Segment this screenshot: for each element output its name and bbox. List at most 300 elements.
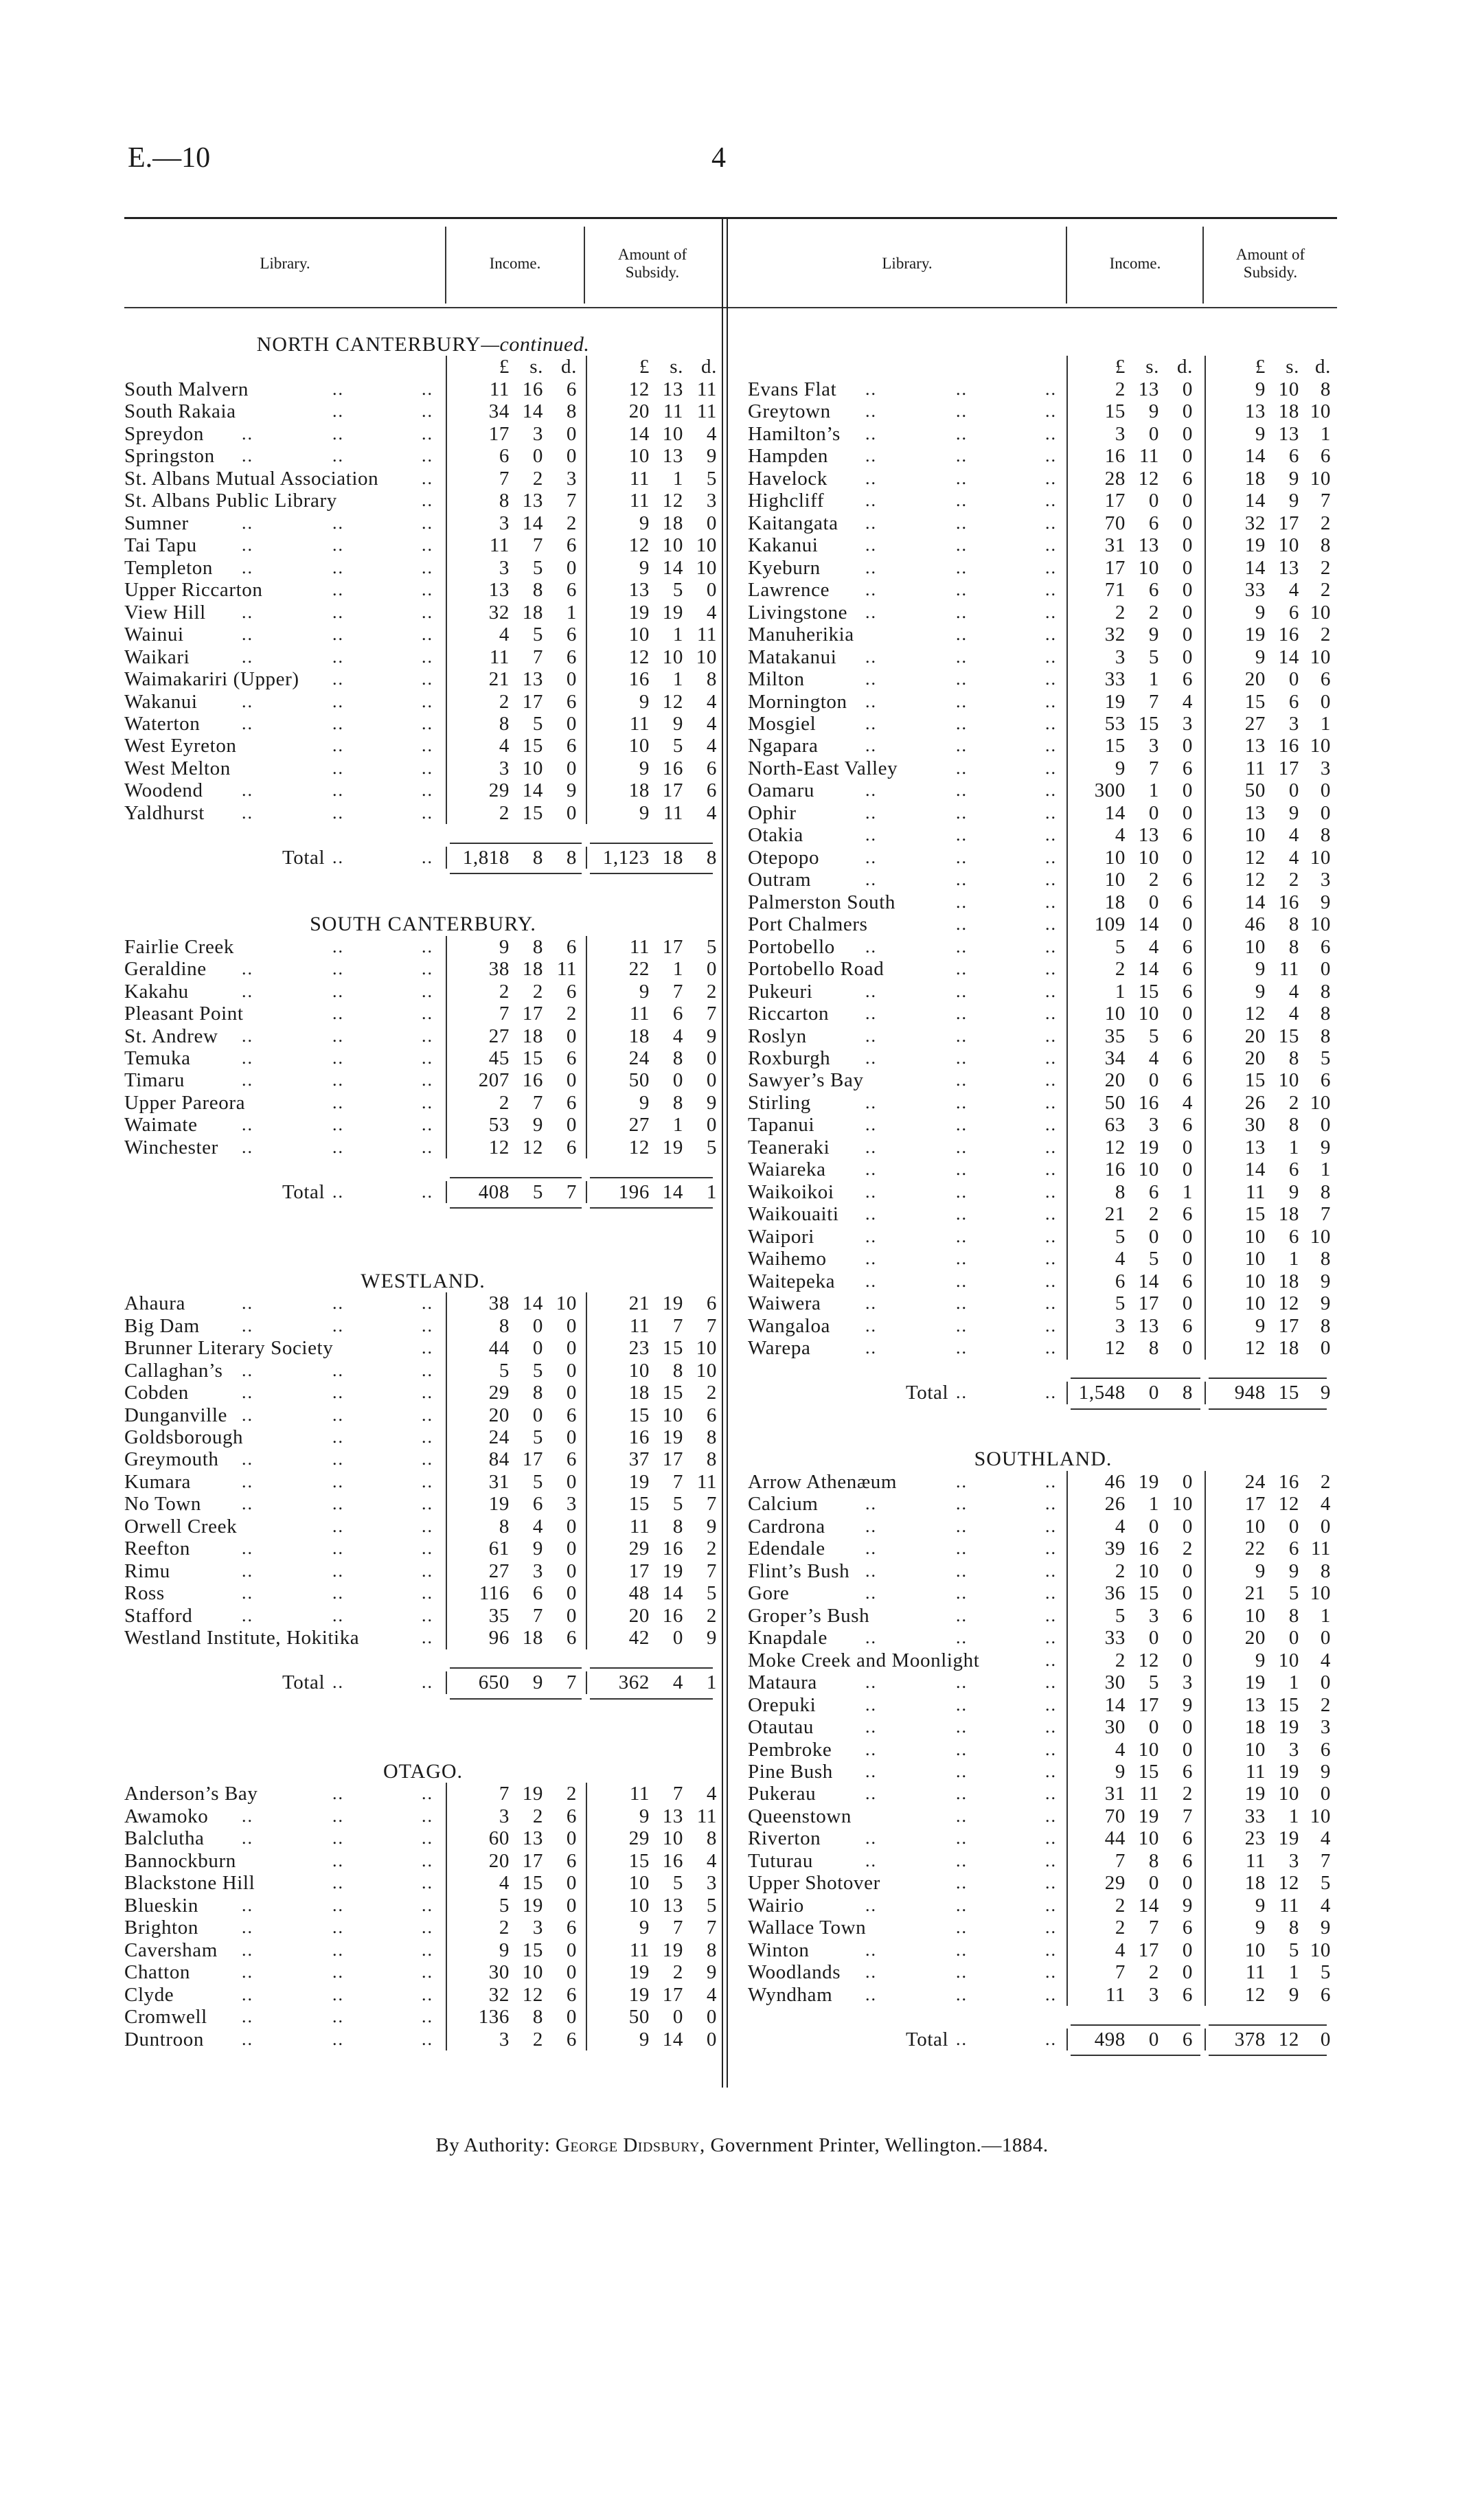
table-row (748, 779, 1338, 801)
shillings-value: 5 (672, 579, 683, 602)
pence-value: 0 (1320, 1671, 1331, 1694)
library-name-cell (124, 1114, 446, 1136)
subsidy-cell (1205, 1315, 1331, 1337)
library-name: Warepa (748, 1337, 811, 1360)
imprint-printer-name: George Didsbury (555, 2134, 700, 2156)
table-row (124, 1516, 722, 1538)
dot-leader: .. (1045, 1717, 1057, 1737)
pounds-value: 11 (1245, 1849, 1266, 1872)
dot-leader: .. (332, 1538, 344, 1559)
pence-value: 0 (1320, 779, 1331, 802)
library-name-cell (748, 423, 1066, 445)
table-row (748, 824, 1338, 846)
pounds-value: 21 (488, 668, 510, 691)
pence-value: 10 (696, 556, 717, 579)
shillings-value: 7 (532, 1091, 543, 1114)
table-row (748, 1003, 1338, 1025)
table-row (124, 1360, 722, 1382)
shillings-value: 0 (1288, 1515, 1299, 1538)
pence-value: 0 (566, 1337, 577, 1360)
library-name-cell (124, 602, 446, 624)
table-row (124, 1827, 722, 1849)
income-cell (1066, 1516, 1205, 1538)
pence-value: 10 (1310, 601, 1331, 624)
dot-leader: .. (956, 1583, 968, 1603)
dot-leader: .. (956, 423, 968, 444)
dot-leader: .. (1045, 1092, 1057, 1112)
pence-value: 6 (1320, 1983, 1331, 2006)
table-row (124, 1872, 722, 1894)
library-name-cell (748, 802, 1066, 824)
library-name: Waipori (748, 1225, 814, 1248)
shillings-value: 17 (522, 690, 543, 713)
pence-value: 0 (1320, 1114, 1331, 1136)
shillings-value: 6 (1148, 579, 1159, 602)
pence-value: 6 (566, 534, 577, 557)
dot-leader: .. (956, 490, 968, 511)
income-cell (1066, 1203, 1205, 1225)
shillings-value: 17 (1138, 1939, 1159, 1961)
pounds-value: 207 (478, 1069, 510, 1092)
dot-leader: .. (865, 535, 877, 556)
dot-leader: .. (956, 535, 968, 556)
pounds-value: 12 (1104, 1337, 1126, 1360)
table-row (748, 1560, 1338, 1582)
dot-leader: .. (865, 1270, 877, 1291)
pence-value: 2 (706, 1604, 717, 1627)
income-cell (1066, 1805, 1205, 1827)
dot-leader: .. (1045, 1805, 1057, 1826)
subsidy-cell (586, 1850, 717, 1872)
shillings-value: 2 (672, 1961, 683, 1984)
pounds-value: 10 (1244, 1270, 1266, 1292)
library-name: Sawyer’s Bay (748, 1069, 864, 1092)
shillings-value: 8 (532, 579, 543, 602)
library-name: Hamilton’s (748, 422, 841, 445)
library-name-cell (124, 378, 446, 400)
library-name: Kakanui (748, 534, 819, 557)
dot-leader: .. (422, 1449, 433, 1470)
library-name-cell (124, 1382, 446, 1404)
section-heading-title: NORTH CANTERBURY (256, 333, 481, 356)
pounds-value: 46 (1104, 1470, 1126, 1493)
dot-leader: .. (422, 1115, 433, 1135)
subsidy-cell (1205, 1158, 1331, 1180)
library-name-cell (748, 757, 1066, 779)
dot-leader: .. (242, 1605, 253, 1625)
pence-value: 6 (1182, 1849, 1193, 1872)
dot-leader: .. (422, 1805, 433, 1826)
pounds-value: £ (1115, 356, 1126, 378)
pounds-value: 38 (488, 1292, 510, 1315)
income-cell (1066, 1315, 1205, 1337)
shillings-value: 8 (532, 1382, 543, 1404)
pounds-value: 27 (488, 1025, 510, 1047)
shillings-value: 17 (522, 1448, 543, 1471)
dot-leader: .. (956, 1873, 968, 1893)
dot-leader: .. (422, 757, 433, 778)
dot-leader: .. (865, 1895, 877, 1915)
library-name: Roxburgh (748, 1047, 831, 1069)
pounds-value: 19 (488, 1493, 510, 1516)
pence-value: 0 (566, 1582, 577, 1605)
shillings-value: 11 (663, 801, 683, 824)
dot-leader: .. (956, 757, 968, 778)
pounds-value: 32 (1244, 512, 1266, 534)
shillings-value: 2 (1148, 601, 1159, 624)
shillings-value: 19 (522, 1783, 543, 1805)
pence-value: 2 (1320, 579, 1331, 602)
dot-leader: .. (956, 1538, 968, 1559)
dot-leader: .. (242, 535, 253, 556)
table-row (124, 1627, 722, 1649)
income-total (446, 1671, 586, 1693)
pence-value: d. (561, 356, 577, 378)
library-name: Pine Bush (748, 1761, 833, 1783)
table-row (748, 1827, 1338, 1849)
table-row (748, 1805, 1338, 1827)
pounds-value: 3 (1115, 645, 1126, 668)
pounds-value: 30 (1104, 1671, 1126, 1694)
library-name: Stafford (124, 1604, 193, 1627)
pounds-value: 36 (1104, 1582, 1126, 1605)
pounds-value: 7 (499, 1003, 510, 1025)
subsidy-cell (1205, 847, 1331, 869)
dot-leader: .. (422, 1404, 433, 1425)
subsidy-cell (1205, 445, 1331, 467)
pence-value: 0 (1182, 422, 1193, 445)
pence-value: 7 (566, 490, 577, 512)
dot-leader: .. (1045, 1672, 1057, 1693)
pence-value: 6 (1182, 1761, 1193, 1783)
income-cell (446, 1939, 586, 1961)
shillings-value: 4 (1288, 846, 1299, 869)
dot-leader: .. (1045, 1984, 1057, 2004)
library-name: Livingstone (748, 601, 848, 624)
library-name: Arrow Athenæum (748, 1470, 898, 1493)
pence-value: 10 (1172, 1493, 1193, 1516)
pounds-value: 7 (499, 1783, 510, 1805)
shillings-value: s. (529, 356, 543, 378)
library-name-cell (748, 1761, 1066, 1783)
header-income (446, 221, 584, 306)
shillings-value: 9 (1148, 624, 1159, 646)
dot-leader: .. (865, 713, 877, 733)
dot-leader: .. (956, 1494, 968, 1514)
shillings-value: 0 (532, 445, 543, 468)
header-income-label: Income. (489, 255, 541, 272)
dot-leader: .. (422, 1003, 433, 1024)
left-table-column (124, 334, 722, 2050)
library-name: Calcium (748, 1493, 819, 1516)
income-cell (446, 468, 586, 490)
table-row (124, 1560, 722, 1582)
table-row (124, 958, 722, 980)
dot-leader: .. (422, 1092, 433, 1112)
dot-leader: .. (332, 981, 344, 1001)
shillings-value: 18 (522, 1025, 543, 1047)
library-name: Wangaloa (748, 1314, 831, 1337)
income-cell (1066, 1181, 1205, 1203)
dot-leader: .. (332, 557, 344, 578)
subsidy-cell (586, 1827, 717, 1849)
shillings-value: 13 (1278, 422, 1299, 445)
dot-leader: .. (1045, 1917, 1057, 1938)
dot-leader: .. (332, 1426, 344, 1447)
dot-leader: .. (1045, 1605, 1057, 1625)
pounds-value: 1,548 (1078, 1382, 1126, 1404)
income-cell (1066, 445, 1205, 467)
library-name-cell (124, 1582, 446, 1604)
pounds-value: 24 (628, 1047, 650, 1069)
dot-leader: .. (332, 936, 344, 957)
library-name-cell (748, 579, 1066, 601)
shillings-value: 0 (1288, 1627, 1299, 1649)
pounds-value: 20 (1244, 1025, 1266, 1047)
income-cell (446, 1003, 586, 1025)
income-cell (1066, 1560, 1205, 1582)
dot-leader: .. (242, 1895, 253, 1915)
shillings-value: 19 (662, 1426, 683, 1448)
pence-value: 6 (1182, 467, 1193, 490)
section-heading-title: WESTLAND. (361, 1269, 486, 1292)
dot-leader: .. (956, 1717, 968, 1737)
pounds-value: 4 (1115, 1248, 1126, 1270)
table-row (124, 936, 722, 958)
dot-leader: .. (422, 1181, 433, 1202)
pounds-value: 4 (1115, 824, 1126, 847)
table-row (748, 534, 1338, 556)
library-name: West Eyreton (124, 735, 237, 757)
pence-value: 0 (566, 2006, 577, 2029)
shillings-value: 10 (662, 534, 683, 557)
pounds-value: 33 (1244, 1805, 1266, 1827)
total-label: Total (282, 1671, 326, 1694)
pounds-value: 34 (488, 400, 510, 423)
dot-leader: .. (956, 735, 968, 756)
pounds-value: 37 (628, 1448, 650, 1471)
subsidy-cell (586, 757, 717, 779)
shillings-value: 16 (662, 1849, 683, 1872)
table-row (124, 602, 722, 624)
dot-leader: .. (1045, 557, 1057, 578)
pence-value: 0 (1182, 1582, 1193, 1605)
library-name-cell (748, 1114, 1066, 1136)
dot-leader: .. (956, 1382, 968, 1403)
pounds-value: 12 (488, 1136, 510, 1158)
table-row (124, 802, 722, 824)
pounds-value: 13 (1244, 1693, 1266, 1716)
pounds-value: 8 (499, 712, 510, 735)
pounds-value: 17 (1244, 1493, 1266, 1516)
pounds-value: 22 (1244, 1538, 1266, 1560)
table-row (748, 802, 1338, 824)
shillings-value: 5 (1288, 1939, 1299, 1961)
library-name: Waikoikoi (748, 1180, 834, 1203)
dot-leader: .. (242, 1939, 253, 1960)
shillings-value: 14 (522, 1292, 543, 1315)
shillings-value: 10 (662, 1827, 683, 1850)
pence-value: 6 (1182, 980, 1193, 1003)
table-row (124, 713, 722, 735)
pounds-value: 61 (488, 1538, 510, 1560)
pounds-value: 15 (1244, 1069, 1266, 1092)
dot-leader: .. (242, 802, 253, 823)
pounds-value: 28 (1104, 467, 1126, 490)
pence-value: 8 (706, 846, 717, 869)
pounds-value: 26 (1104, 1493, 1126, 1516)
dot-leader: .. (422, 1672, 433, 1693)
table-row (748, 1270, 1338, 1292)
pence-value: 8 (706, 1827, 717, 1850)
subsidy-total (586, 847, 717, 869)
pence-value: 4 (1320, 1894, 1331, 1917)
library-name-cell (748, 1025, 1066, 1047)
dot-leader: .. (422, 1315, 433, 1336)
pence-value: 0 (1182, 1003, 1193, 1025)
pence-value: 6 (1320, 1738, 1331, 1761)
pence-value: 0 (706, 2028, 717, 2050)
income-cell (446, 557, 586, 579)
dot-leader: .. (865, 1538, 877, 1559)
dot-leader: .. (242, 1382, 253, 1403)
pence-value: 4 (1182, 690, 1193, 713)
income-cell (446, 602, 586, 624)
pounds-value: £ (1255, 356, 1266, 378)
library-name: Ophir (748, 801, 797, 824)
pounds-value: 378 (1234, 2028, 1266, 2050)
subsidy-cell (586, 557, 717, 579)
shillings-value: 6 (1148, 512, 1159, 534)
shillings-value: 4 (672, 1671, 683, 1694)
pence-value: 0 (1320, 1627, 1331, 1649)
pence-value: 8 (1320, 1314, 1331, 1337)
library-name-cell (124, 779, 446, 801)
subsidy-cell (586, 400, 717, 422)
pounds-value: 13 (1244, 1136, 1266, 1158)
pounds-value: 18 (1244, 467, 1266, 490)
pence-value: 2 (566, 512, 577, 534)
dot-leader: .. (1045, 401, 1057, 422)
dot-leader: .. (422, 646, 433, 667)
shillings-value: 18 (522, 601, 543, 624)
pounds-value: 29 (628, 1538, 650, 1560)
library-name-cell (748, 1827, 1066, 1849)
income-cell (1066, 1582, 1205, 1604)
pence-value: 6 (1182, 1827, 1193, 1850)
pounds-value: 8 (499, 1314, 510, 1337)
subsidy-cell (1205, 1761, 1331, 1783)
income-cell (446, 1872, 586, 1894)
shillings-value: 10 (662, 422, 683, 445)
shillings-value: 13 (662, 445, 683, 468)
pounds-value: 10 (1244, 1248, 1266, 1270)
pence-value: d. (701, 356, 717, 378)
library-name-cell (124, 1360, 446, 1382)
dot-leader: .. (865, 1583, 877, 1603)
library-name: Greytown (748, 400, 831, 423)
pence-value: 6 (566, 935, 577, 958)
section-heading (748, 334, 1338, 356)
shillings-value: 17 (1138, 1292, 1159, 1315)
pounds-value: 14 (1244, 445, 1266, 468)
pence-value: 4 (706, 1783, 717, 1805)
blank-row (124, 1248, 722, 1270)
units-row (748, 356, 1338, 378)
shillings-value: 16 (1278, 1470, 1299, 1493)
pounds-value: 15 (1244, 1203, 1266, 1226)
subsidy-cell (1205, 1270, 1331, 1292)
pence-value: 0 (1182, 1559, 1193, 1582)
pence-value: 2 (1182, 1783, 1193, 1805)
pounds-value: 71 (1104, 579, 1126, 602)
pounds-value: 53 (488, 1114, 510, 1136)
table-row (748, 958, 1338, 980)
dot-leader: .. (865, 1828, 877, 1849)
table-row (748, 1092, 1338, 1114)
income-cell (1066, 400, 1205, 422)
dot-leader: .. (422, 624, 433, 645)
pence-value: 7 (1320, 1849, 1331, 1872)
income-cell (1066, 646, 1205, 668)
dot-leader: .. (865, 1783, 877, 1804)
library-name-cell (124, 445, 446, 467)
shillings-value: 15 (522, 801, 543, 824)
dot-leader: .. (956, 468, 968, 488)
library-name-cell (124, 713, 446, 735)
subsidy-cell (586, 1560, 717, 1582)
pence-value: 4 (706, 1849, 717, 1872)
income-cell (1066, 534, 1205, 556)
pounds-value: 17 (628, 1559, 650, 1582)
dot-leader: .. (332, 735, 344, 756)
library-name-cell (748, 1181, 1066, 1203)
pence-value: 4 (1320, 1827, 1331, 1850)
pence-value: 0 (1182, 1292, 1193, 1315)
pounds-value: 14 (1104, 1693, 1126, 1716)
shillings-value: 10 (1138, 846, 1159, 869)
income-cell (1066, 579, 1205, 601)
shillings-value: 8 (672, 1047, 683, 1069)
library-name: Greymouth (124, 1448, 219, 1471)
pence-value: 9 (706, 1025, 717, 1047)
table-row (124, 2006, 722, 2028)
total-label: Total (906, 2028, 949, 2050)
pounds-value: 11 (629, 1003, 650, 1025)
pounds-value: 35 (1104, 1025, 1126, 1047)
blank-row (748, 1404, 1338, 1426)
pence-value: 8 (706, 1939, 717, 1961)
subsidy-cell (586, 1961, 717, 1983)
library-name-cell (124, 400, 446, 422)
income-cell (1066, 1716, 1205, 1738)
library-name-cell (748, 869, 1066, 891)
library-name-cell (124, 668, 446, 690)
pounds-value: 16 (1104, 445, 1126, 468)
pence-value: 4 (706, 422, 717, 445)
dot-leader: .. (422, 490, 433, 511)
pence-value: 0 (706, 2006, 717, 2029)
shillings-value: 8 (532, 2006, 543, 2029)
shillings-value: 9 (1288, 1180, 1299, 1203)
dot-leader: .. (422, 1560, 433, 1581)
subsidy-cell (1205, 869, 1331, 891)
library-name: Pembroke (748, 1738, 832, 1761)
pounds-value: 4 (1115, 1515, 1126, 1538)
subsidy-cell (1205, 557, 1331, 579)
library-name: Manuherikia (748, 624, 854, 646)
library-name-cell (748, 1471, 1066, 1493)
